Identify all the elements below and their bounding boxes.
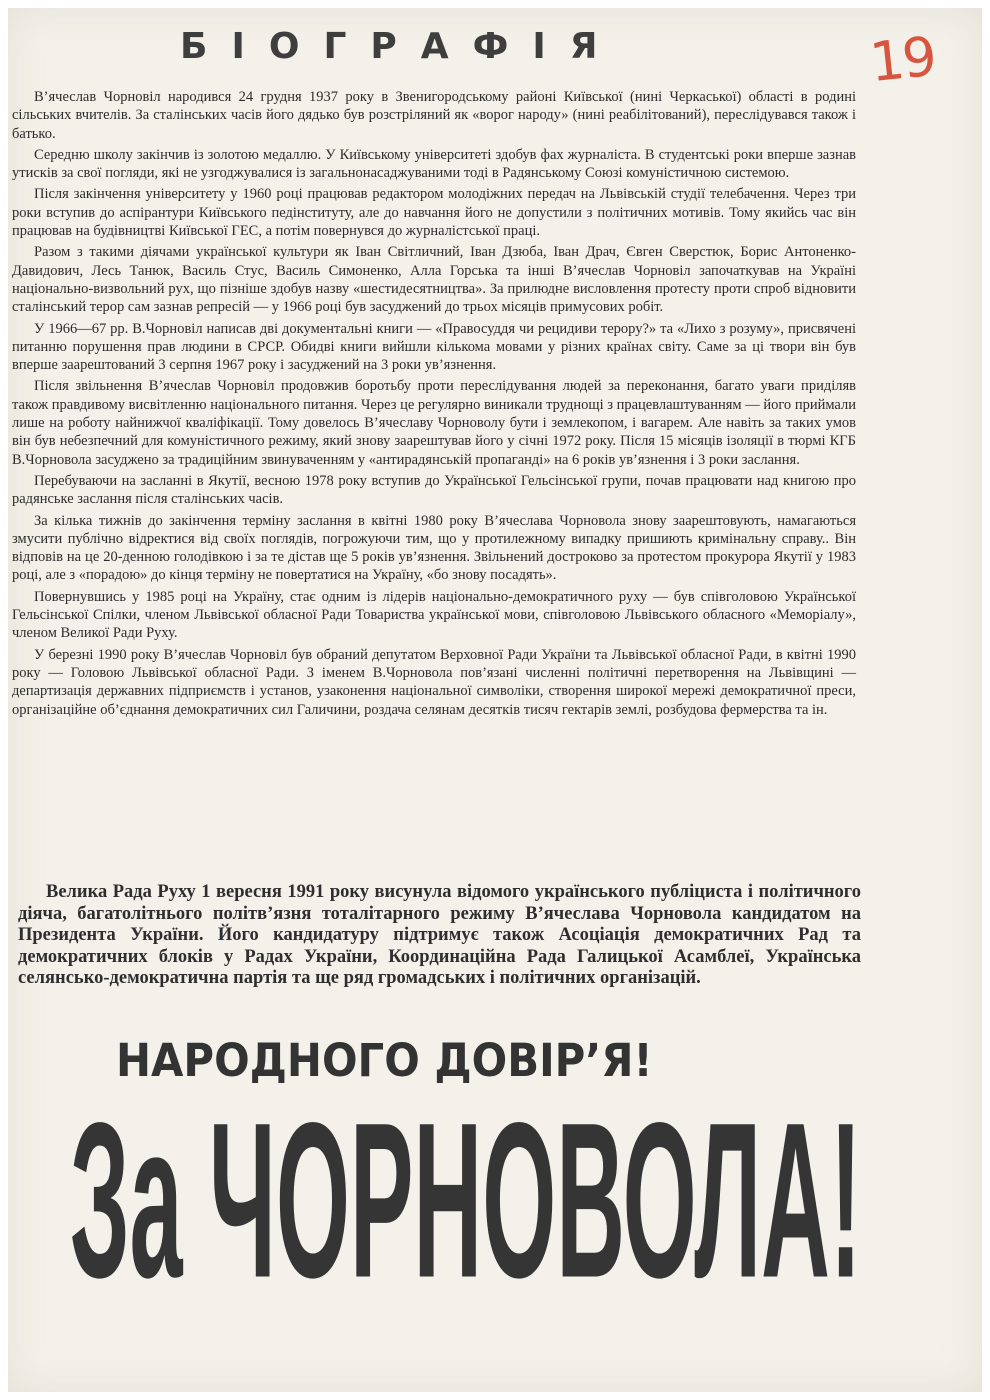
paragraph-10: У березні 1990 року В’ячеслав Чорновіл був обраний депутатом Верховної Ради України та Львівської обласної Ради, в квітні 1990 року — Головою Львівської обласної Ради. З іменем В.Чорновола пов’язані численні політичні перетворення на Львівщині — департизація державних підприємств і установ, узаконення національної символіки, створення широкої мережі демократичної преси, організаційне об’єднання демократичних сил Галичини, роздача селянам десятків тисяч гектарів землі, розбудова фермерства та ін. <box>12 646 856 718</box>
paragraph-6: Після звільнення В’ячеслав Чорновіл продовжив боротьбу проти переслідування людей за переконання, багато уваги приділяв також правдивому висвітленню національного питання. Через це регулярно виникали труднощі з працевлаштуванням — його приймали лише на роботу найнижчої кваліфікації. Тому довелось В’ячеславу Чорноволу бути і землекопом, і вагарем. Але навіть за таких умов він був небезпечний для комуністичного режиму, який знову заарештував його у січні 1972 року. Після 15 місяців ізоляції в тюрмі КГБ В.Чорновола засуджено за традиційним звинуваченням у «антирадянській пропаганді» на 6 років ув’язнення і 3 роки заслання. <box>12 378 856 468</box>
paragraph-8: За кілька тижнів до закінчення терміну заслання в квітні 1980 року В’ячеслава Чорновола знову заарештовують, намагаються змусити публічно відректися від своїх поглядів, погрожуючи тим, що у протилежному випадку пришиють кримінальну справу.. Він відповів на це 20-денною голодівкою і за те дістав ще 5 років ув’язнення. Звільнений достроково за протестом прокурора Якутії у 1983 році, але з «порадою» до кінця терміну не повертатися на Україну, «бо знову посадять». <box>12 512 856 584</box>
paragraph-7: Перебуваючи на засланні в Якутії, весною 1978 року вступив до Української Гельсінської групи, почав працювати над книгою про радянське заслання після сталінських часів. <box>12 472 856 508</box>
biography-text <box>12 88 856 722</box>
handwritten-page-number: 19 <box>866 24 938 95</box>
paragraph-3: Після закінчення університету у 1960 році працював редактором молодіжних передач на Львівській студії телебачення. Через три роки вступив до аспірантури Київського педінституту, але до навчання його не допустили з політичних мотивів. Тому якийсь час він працював на будівництві Київської ГЕС, а потім повернувся до журналістської праці. <box>12 186 856 240</box>
document-page <box>8 8 982 1392</box>
paragraph-2: Середню школу закінчив із золотою медаллю. У Київському університеті здобув фах журналіста. В студентські роки вперше зазнав утисків за свої погляди, які не узгоджувалися із загальнонасаджуваними тоді в Радянському Союзі комуністичною системою. <box>12 146 856 182</box>
page-title: БІОГРАФІЯ <box>180 26 622 67</box>
candidacy-appeal: Велика Рада Руху 1 вересня 1991 року висунула відомого українського публіциста і політичного діяча, багатолітнього політв’язня тоталітарного режиму В’ячеслава Чорновола кандидатом на Президента України. Його кандидатуру підтримує також Асоціація демократичних Рад та демократичних блоків у Радах України, Координаційна Рада Галицької Асамблеї, Українська селянсько-демократична партія та ще ряд громадських і політичних організацій. <box>18 882 861 988</box>
slogan-vote: За ЧОРНОВОЛА! <box>70 1075 862 1324</box>
slogan-trust: НАРОДНОГО ДОВІР’Я! <box>116 1034 653 1087</box>
paragraph-5: У 1966—67 рр. В.Чорновіл написав дві документальні книги — «Правосуддя чи рецидиви терору?» та «Лихо з розуму», присвячені питанню порушення прав людини в СРСР. Обидві книги вийшли кількома мовами у різних країнах світу. Саме за ці твори він був вперше заарештований 3 серпня 1967 року і засуджений на 3 роки ув’язнення. <box>12 320 856 374</box>
paragraph-9: Повернувшись у 1985 році на Україну, стає одним із лідерів національно-демократичного руху — був співголовою Української Гельсінської Спілки, членом Львівської обласної Ради Товариства української мови, співголовою Львівського обласного «Меморіалу», членом Великої Ради Руху. <box>12 588 856 642</box>
paragraph-1: В’ячеслав Чорновіл народився 24 грудня 1937 року в Звенигородському районі Київської (нині Черкаської) області в родині сільських вчителів. За сталінських часів його дядько був розстріляний як «ворог народу» (нині реабілітований), переслідувався також і батько. <box>12 89 856 142</box>
paragraph-4: Разом з такими діячами української культури як Іван Світличний, Іван Дзюба, Іван Драч, Євген Сверстюк, Борис Антоненко-Давидович, Лесь Танюк, Василь Стус, Василь Симоненко, Алла Горська та інші В’ячеслав Чорновіл започаткував на Україні національно-визвольний рух, що пізніше здобув назву «шестидесятництва». За прилюдне висловлення протесту проти спроб відновити сталінський терор сам зазнав репресій — у 1966 році був засуджений до трьох місяців примусових робіт. <box>12 244 856 316</box>
